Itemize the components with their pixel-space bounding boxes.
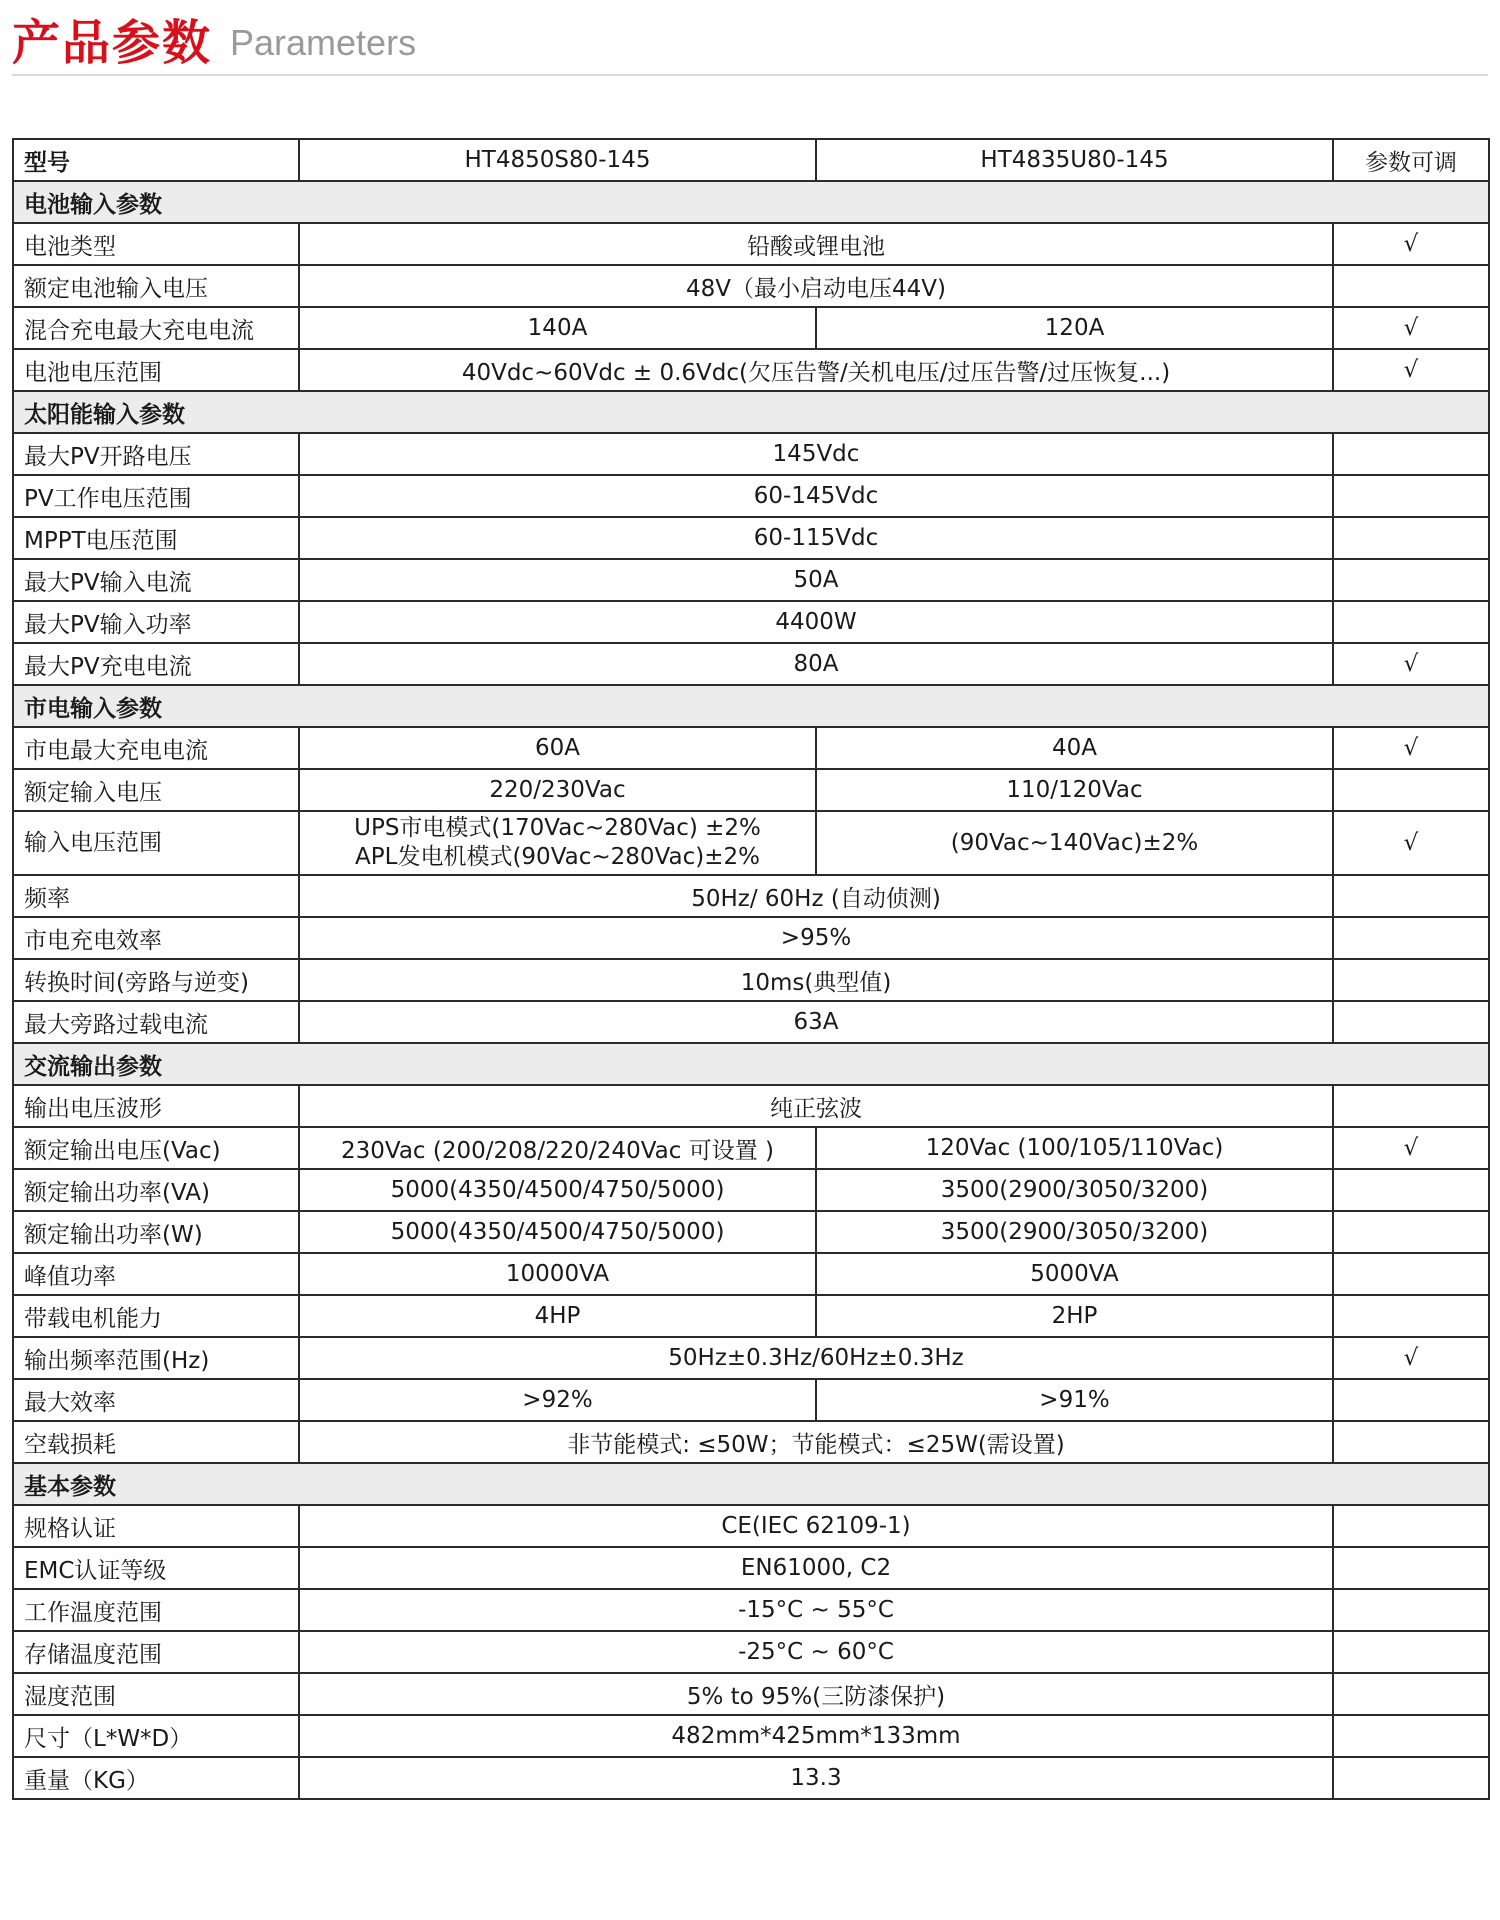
row-label: 额定电池输入电压 (13, 265, 299, 307)
row-adjustable-mark (1333, 1757, 1489, 1799)
row-adjustable-mark (1333, 1253, 1489, 1295)
row-value-model-1: 230Vac (200/208/220/240Vac 可设置 ) (299, 1127, 816, 1169)
row-adjustable-mark: √ (1333, 1337, 1489, 1379)
table-row (13, 643, 1489, 685)
table-row (13, 1547, 1489, 1589)
section-title: 交流输出参数 (13, 1043, 1489, 1085)
row-adjustable-mark (1333, 1673, 1489, 1715)
row-value: 非节能模式: ≤50W；节能模式：≤25W(需设置) (299, 1421, 1333, 1463)
row-label: EMC认证等级 (13, 1547, 299, 1589)
parameters-table (12, 138, 1490, 1800)
row-adjustable-mark: √ (1333, 643, 1489, 685)
row-value: 40Vdc~60Vdc ± 0.6Vdc(欠压告警/关机电压/过压告警/过压恢复...) (299, 349, 1333, 391)
row-value: -25°C ~ 60°C (299, 1631, 1333, 1673)
row-label: 额定输出功率(VA) (13, 1169, 299, 1211)
section-header-row (13, 685, 1489, 727)
column-header-adjustable: 参数可调 (1333, 139, 1489, 181)
section-title: 太阳能输入参数 (13, 391, 1489, 433)
row-value: 纯正弦波 (299, 1085, 1333, 1127)
row-value-model-2: 120Vac (100/105/110Vac) (816, 1127, 1333, 1169)
section-title: 电池输入参数 (13, 181, 1489, 223)
row-value-model-1 (299, 811, 816, 875)
table-row (13, 1211, 1489, 1253)
column-header-model: 型号 (13, 139, 299, 181)
row-value: 482mm*425mm*133mm (299, 1715, 1333, 1757)
row-value: 50Hz±0.3Hz/60Hz±0.3Hz (299, 1337, 1333, 1379)
row-label: 峰值功率 (13, 1253, 299, 1295)
row-adjustable-mark (1333, 1715, 1489, 1757)
row-label: 最大旁路过载电流 (13, 1001, 299, 1043)
row-value: 5% to 95%(三防漆保护) (299, 1673, 1333, 1715)
row-label: 市电充电效率 (13, 917, 299, 959)
table-row (13, 349, 1489, 391)
row-value-model-1: 4HP (299, 1295, 816, 1337)
row-label: 最大PV充电电流 (13, 643, 299, 685)
row-label: 电池类型 (13, 223, 299, 265)
table-row (13, 433, 1489, 475)
row-label: 最大效率 (13, 1379, 299, 1421)
table-header-row (13, 139, 1489, 181)
row-value-model-2: >91% (816, 1379, 1333, 1421)
row-value-line-2: APL发电机模式(90Vac~280Vac)±2% (355, 844, 760, 870)
row-label: 尺寸（L*W*D） (13, 1715, 299, 1757)
row-value-model-1: 10000VA (299, 1253, 816, 1295)
row-value-model-2: (90Vac~140Vac)±2% (816, 811, 1333, 875)
column-header-model-1: HT4850S80-145 (299, 139, 816, 181)
section-title: 市电输入参数 (13, 685, 1489, 727)
row-adjustable-mark (1333, 1169, 1489, 1211)
row-value-model-2: 110/120Vac (816, 769, 1333, 811)
table-row (13, 1757, 1489, 1799)
row-adjustable-mark (1333, 1421, 1489, 1463)
table-row (13, 1295, 1489, 1337)
row-adjustable-mark: √ (1333, 727, 1489, 769)
row-value: 60-115Vdc (299, 517, 1333, 559)
row-label: 最大PV开路电压 (13, 433, 299, 475)
table-row (13, 959, 1489, 1001)
table-row (13, 875, 1489, 917)
row-adjustable-mark: √ (1333, 307, 1489, 349)
row-adjustable-mark (1333, 875, 1489, 917)
row-value-model-1: 60A (299, 727, 816, 769)
section-title: 基本参数 (13, 1463, 1489, 1505)
row-adjustable-mark (1333, 1211, 1489, 1253)
row-adjustable-mark (1333, 1589, 1489, 1631)
row-value-model-1: 5000(4350/4500/4750/5000) (299, 1211, 816, 1253)
row-value: 145Vdc (299, 433, 1333, 475)
row-adjustable-mark (1333, 1505, 1489, 1547)
row-value: -15°C ~ 55°C (299, 1589, 1333, 1631)
row-value: CE(IEC 62109-1) (299, 1505, 1333, 1547)
row-adjustable-mark: √ (1333, 349, 1489, 391)
page-title-cn: 产品参数 (12, 15, 213, 71)
table-row (13, 517, 1489, 559)
row-label: 额定输出功率(W) (13, 1211, 299, 1253)
row-adjustable-mark (1333, 1085, 1489, 1127)
row-value: 铅酸或锂电池 (299, 223, 1333, 265)
row-adjustable-mark: √ (1333, 811, 1489, 875)
row-value-model-2: 2HP (816, 1295, 1333, 1337)
row-adjustable-mark (1333, 1547, 1489, 1589)
table-row (13, 1001, 1489, 1043)
page-title-en: Parameters (230, 22, 417, 63)
table-row (13, 811, 1489, 875)
parameters-table-body (13, 139, 1489, 1799)
row-adjustable-mark (1333, 433, 1489, 475)
header-divider (12, 74, 1488, 76)
row-label: 混合充电最大充电电流 (13, 307, 299, 349)
row-adjustable-mark (1333, 1001, 1489, 1043)
row-label: 存储温度范围 (13, 1631, 299, 1673)
row-label: 市电最大充电电流 (13, 727, 299, 769)
row-label: 最大PV输入电流 (13, 559, 299, 601)
row-label: 输出频率范围(Hz) (13, 1337, 299, 1379)
row-label: 最大PV输入功率 (13, 601, 299, 643)
row-adjustable-mark (1333, 559, 1489, 601)
row-adjustable-mark (1333, 769, 1489, 811)
table-row (13, 1631, 1489, 1673)
table-row (13, 1379, 1489, 1421)
column-header-model-2: HT4835U80-145 (816, 139, 1333, 181)
row-label: 输出电压波形 (13, 1085, 299, 1127)
row-value: 10ms(典型值) (299, 959, 1333, 1001)
row-value: 50Hz/ 60Hz (自动侦测) (299, 875, 1333, 917)
table-row (13, 917, 1489, 959)
table-row (13, 223, 1489, 265)
section-header-row (13, 1463, 1489, 1505)
page-header (12, 0, 1488, 76)
section-header-row (13, 181, 1489, 223)
row-label: MPPT电压范围 (13, 517, 299, 559)
row-value-model-1: 220/230Vac (299, 769, 816, 811)
table-row (13, 265, 1489, 307)
row-adjustable-mark (1333, 475, 1489, 517)
row-value: 13.3 (299, 1757, 1333, 1799)
row-value-model-2: 5000VA (816, 1253, 1333, 1295)
table-row (13, 601, 1489, 643)
row-value-model-2: 120A (816, 307, 1333, 349)
row-label: 湿度范围 (13, 1673, 299, 1715)
row-value-line-1: UPS市电模式(170Vac~280Vac) ±2% (354, 815, 761, 841)
row-label: 规格认证 (13, 1505, 299, 1547)
row-label: PV工作电压范围 (13, 475, 299, 517)
row-value: 48V（最小启动电压44V) (299, 265, 1333, 307)
table-row (13, 769, 1489, 811)
table-row (13, 1085, 1489, 1127)
row-value: 63A (299, 1001, 1333, 1043)
row-adjustable-mark (1333, 1379, 1489, 1421)
table-row (13, 307, 1489, 349)
row-value-model-2: 3500(2900/3050/3200) (816, 1211, 1333, 1253)
table-row (13, 559, 1489, 601)
row-value: 50A (299, 559, 1333, 601)
table-row (13, 1127, 1489, 1169)
table-row (13, 1169, 1489, 1211)
row-adjustable-mark (1333, 1631, 1489, 1673)
row-value-model-1: 5000(4350/4500/4750/5000) (299, 1169, 816, 1211)
row-adjustable-mark: √ (1333, 1127, 1489, 1169)
table-row (13, 1337, 1489, 1379)
row-value: 80A (299, 643, 1333, 685)
row-label: 带载电机能力 (13, 1295, 299, 1337)
row-label: 额定输出电压(Vac) (13, 1127, 299, 1169)
row-adjustable-mark (1333, 265, 1489, 307)
row-value: 60-145Vdc (299, 475, 1333, 517)
row-adjustable-mark (1333, 1295, 1489, 1337)
row-value-model-2: 40A (816, 727, 1333, 769)
table-row (13, 1589, 1489, 1631)
section-header-row (13, 1043, 1489, 1085)
row-label: 频率 (13, 875, 299, 917)
row-value-model-1: >92% (299, 1379, 816, 1421)
row-label: 电池电压范围 (13, 349, 299, 391)
row-label: 工作温度范围 (13, 1589, 299, 1631)
row-label: 转换时间(旁路与逆变) (13, 959, 299, 1001)
table-row (13, 475, 1489, 517)
table-row (13, 1673, 1489, 1715)
row-label: 额定输入电压 (13, 769, 299, 811)
row-value: EN61000, C2 (299, 1547, 1333, 1589)
row-adjustable-mark (1333, 517, 1489, 559)
row-value-model-1: 140A (299, 307, 816, 349)
row-label: 重量（KG） (13, 1757, 299, 1799)
table-row (13, 1505, 1489, 1547)
row-label: 输入电压范围 (13, 811, 299, 875)
row-value: 4400W (299, 601, 1333, 643)
table-row (13, 727, 1489, 769)
row-value-model-2: 3500(2900/3050/3200) (816, 1169, 1333, 1211)
table-row (13, 1421, 1489, 1463)
table-row (13, 1253, 1489, 1295)
row-adjustable-mark (1333, 959, 1489, 1001)
row-label: 空载损耗 (13, 1421, 299, 1463)
row-adjustable-mark (1333, 917, 1489, 959)
row-adjustable-mark: √ (1333, 223, 1489, 265)
row-adjustable-mark (1333, 601, 1489, 643)
row-value: >95% (299, 917, 1333, 959)
section-header-row (13, 391, 1489, 433)
table-row (13, 1715, 1489, 1757)
